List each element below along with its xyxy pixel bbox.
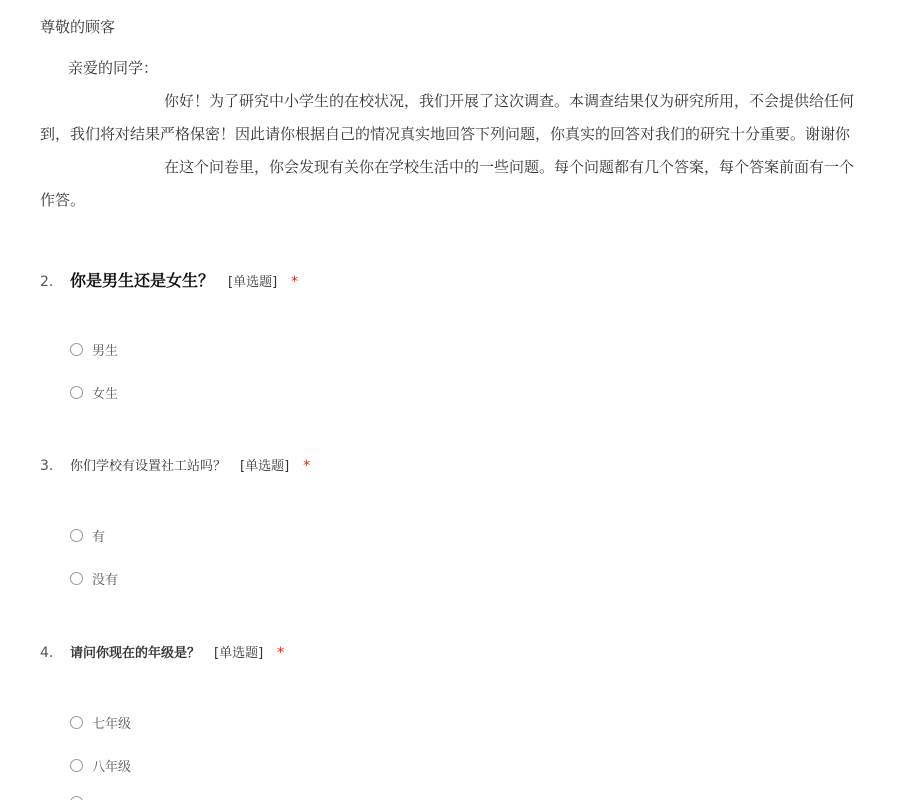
required-marker: * <box>277 645 285 661</box>
radio-button[interactable] <box>70 796 83 800</box>
option-label: 有 <box>92 530 106 545</box>
option-label: 没有 <box>92 573 119 588</box>
intro-greeting: 亲爱的同学： <box>68 59 159 77</box>
question-type: [单选题] <box>240 459 290 474</box>
question-header <box>40 642 880 661</box>
required-marker: * <box>291 274 299 290</box>
option-grade-7[interactable] <box>70 713 131 732</box>
option-no[interactable] <box>70 569 118 588</box>
radio-button[interactable] <box>70 529 83 542</box>
intro-line-4: 作答。 <box>40 191 86 209</box>
question-number: 4. <box>40 645 54 661</box>
option-yes[interactable] <box>70 526 105 545</box>
question-type: [单选题] <box>214 646 264 661</box>
intro-line-1: 你好！为了研究中小学生的在校状况，我们开展了这次调查。本调查结果仅为研究所用，不会提供给任何 <box>164 92 855 110</box>
radio-button[interactable] <box>70 759 83 772</box>
question-title: 你们学校有设置社工站吗？ <box>70 459 227 474</box>
radio-button[interactable] <box>70 386 83 399</box>
question-type: [单选题] <box>228 275 278 290</box>
question-number: 2. <box>40 274 54 290</box>
option-label: 七年级 <box>92 717 132 732</box>
option-label: 女生 <box>92 387 119 402</box>
question-4 <box>40 642 880 661</box>
question-header <box>40 268 880 291</box>
option-grade-8[interactable] <box>70 756 131 775</box>
option-male[interactable] <box>70 340 118 359</box>
intro-line-3: 在这个问卷里，你会发现有关你在学校生活中的一些问题。每个问题都有几个答案，每个答案前面有一个 <box>164 158 855 176</box>
option-label: 男生 <box>92 344 119 359</box>
option-female[interactable] <box>70 383 118 402</box>
salutation: 尊敬的顾客 <box>40 18 116 36</box>
radio-button[interactable] <box>70 716 83 729</box>
question-title: 你是男生还是女生？ <box>70 271 215 290</box>
radio-button[interactable] <box>70 572 83 585</box>
radio-button[interactable] <box>70 343 83 356</box>
question-number: 3. <box>40 458 54 474</box>
question-2 <box>40 268 880 291</box>
option-grade-9[interactable] <box>70 796 92 800</box>
required-marker: * <box>303 458 311 474</box>
option-label: 八年级 <box>92 760 132 775</box>
intro-text <box>40 52 900 217</box>
question-header <box>40 455 880 474</box>
intro-line-2: 到，我们将对结果严格保密！因此请你根据自己的情况真实地回答下列问题，你真实的回答对我们的研究十分重要。谢谢你 <box>40 125 851 143</box>
question-3 <box>40 455 880 474</box>
question-title: 请问你现在的年级是？ <box>70 646 201 661</box>
